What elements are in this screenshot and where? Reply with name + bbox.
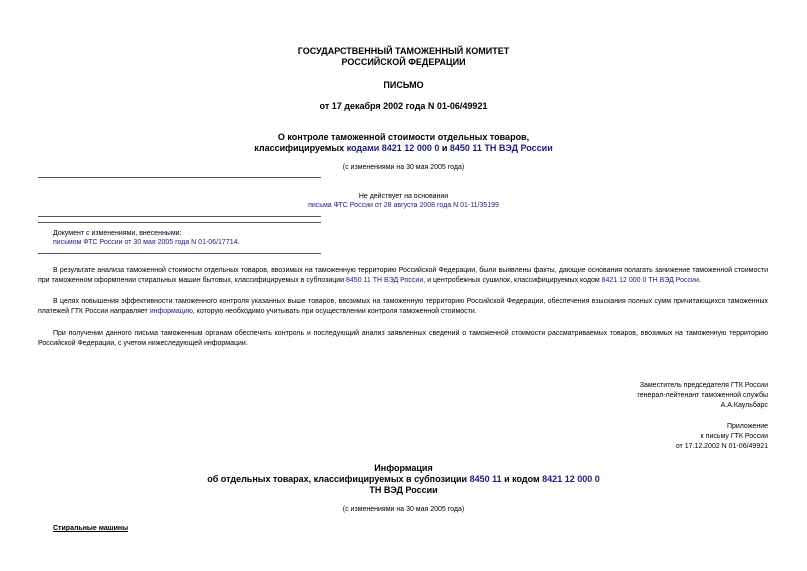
signature-block (637, 381, 768, 411)
title-link-code-8421[interactable]: кодами 8421 12 000 0 (346, 143, 440, 153)
p1-text: В результате анализа таможенной стоимости отдельных товаров, ввозимых на таможенную территорию Российской Федерации, были выявлены факты, дающие основания полагать занижение таможенной стоимости при таможенном оформлении стиральных машин бытовых, классифицируемых в субпозиции (38, 267, 768, 284)
signature-line1: Заместитель председателя ГТК России (639, 382, 768, 389)
info-prefix: об отдельных товарах, классифицируемых в субпозиции (207, 474, 470, 484)
info-title-line3: ТН ВЭД России (369, 485, 438, 495)
info-link-8421[interactable]: 8421 12 000 0 (542, 474, 600, 484)
org-name-line1: ГОСУДАРСТВЕННЫЙ ТАМОЖЕННЫЙ КОМИТЕТ (297, 46, 510, 56)
appendix-line2: к письму ГТК России (700, 433, 768, 440)
changes-note: (с изменениями на 30 мая 2005 года) (342, 164, 465, 171)
p1-end: . (698, 277, 701, 284)
doc-title-line2 (0, 143, 807, 154)
title-prefix: классифицируемых (254, 143, 347, 153)
doc-title-line1: О контроле таможенной стоимости отдельных товаров, (277, 132, 530, 142)
info-title-line2 (0, 474, 807, 485)
info-changes-note: (с изменениями на 30 мая 2005 года) (342, 506, 465, 513)
body-paragraph-2 (38, 297, 768, 317)
title-link-code-8450[interactable]: 8450 11 ТН ВЭД России (449, 143, 553, 153)
doc-type: ПИСЬМО (383, 80, 424, 90)
p1-mid: , и центробежных сушилок, классифицируемых кодом (423, 277, 602, 284)
appendix-block (676, 422, 768, 452)
info-title: Информация (374, 463, 433, 473)
info-link-8450[interactable]: 8450 11 (469, 474, 502, 484)
divider (38, 222, 321, 223)
appendix-line3: от 17.12.2002 N 01-06/49921 (675, 443, 768, 450)
p2-link-information[interactable]: информацию (149, 308, 193, 315)
body-paragraph-1 (38, 266, 768, 286)
status-link[interactable]: письма ФТС России от 28 августа 2008 года N 01-11/35199 (308, 202, 499, 209)
p2-text: В целях повышения эффективности таможенного контроля указанных выше товаров, ввозимых на таможенную территорию Российской Федерации, обеспечения взыскания полных сумм причитающихся таможенных платежей ГТК России направляет (38, 298, 768, 315)
signature-name: А.А.Каульбарс (720, 402, 768, 409)
divider (38, 216, 321, 217)
status-line: Не действует на основании (358, 193, 449, 200)
signature-line2: генерал-лейтенант таможенной службы (637, 392, 768, 399)
p1-link-8450[interactable]: 8450 11 ТН ВЭД России (346, 277, 424, 284)
body-paragraph-3: При получении данного письма таможенным органам обеспечить контроль и последующий анализ заявленных сведений о таможенной стоимости рассматриваемых товаров, ввозимых на таможенную территорию Российской Федерации, с учетом нижеследующей информации. (38, 330, 768, 347)
amendments-link-suffix: . (237, 239, 240, 246)
info-mid: и кодом (501, 474, 543, 484)
amendments-entry (53, 238, 239, 247)
title-mid: и (439, 143, 450, 153)
appendix-line1: Приложение (726, 423, 768, 430)
p2-end: , которую необходимо учитывать при осуществлении контроля таможенной стоимости. (192, 308, 477, 315)
org-name-line2: РОССИЙСКОЙ ФЕДЕРАЦИИ (341, 57, 466, 67)
section-heading-washing-machines: Стиральные машины (53, 525, 129, 532)
amendments-label: Документ с изменениями, внесенными: (53, 230, 182, 237)
p1-link-8421[interactable]: 8421 12 000 0 ТН ВЭД России (601, 277, 699, 284)
divider (38, 177, 321, 178)
amendments-link[interactable]: письмом ФТС России от 30 мая 2005 года N 01-06/17714 (53, 239, 238, 246)
doc-date-number: от 17 декабря 2002 года N 01-06/49921 (319, 101, 488, 111)
divider (38, 253, 321, 254)
